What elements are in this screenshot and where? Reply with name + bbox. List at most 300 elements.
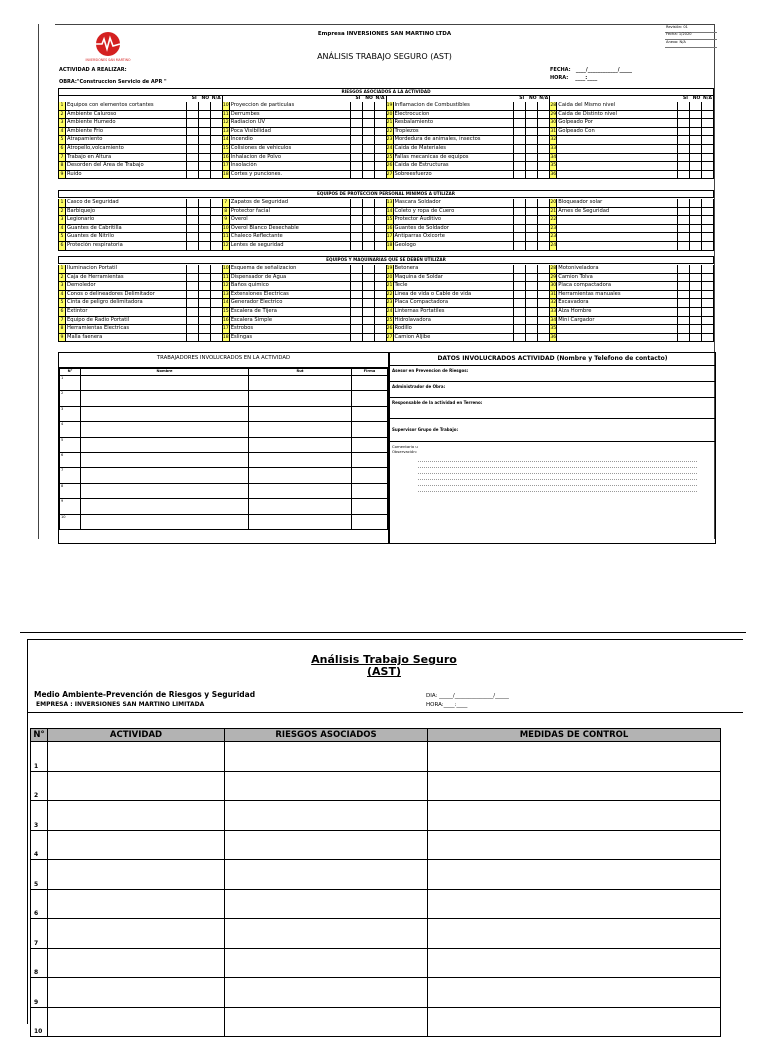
checkbox-na[interactable] xyxy=(374,317,386,325)
checkbox-si[interactable] xyxy=(186,119,198,127)
checkbox-no[interactable] xyxy=(362,199,374,207)
checkbox-no[interactable] xyxy=(689,291,701,299)
checkbox-na[interactable] xyxy=(374,233,386,241)
checkbox-si[interactable] xyxy=(186,299,198,307)
checkbox-no[interactable] xyxy=(362,225,374,233)
checkbox-na[interactable] xyxy=(537,136,549,144)
cell-riesgos[interactable] xyxy=(225,830,428,860)
cell-medidas[interactable] xyxy=(428,919,721,949)
checkbox-na[interactable] xyxy=(537,171,549,179)
checkbox-si[interactable] xyxy=(350,208,362,216)
checkbox-no[interactable] xyxy=(525,136,537,144)
cell-firma[interactable] xyxy=(352,514,388,529)
checkbox-na[interactable] xyxy=(374,334,386,342)
checkbox-no[interactable] xyxy=(689,299,701,307)
checkbox-no[interactable] xyxy=(198,145,210,153)
checkbox-no[interactable] xyxy=(362,111,374,119)
checkbox-na[interactable] xyxy=(537,208,549,216)
checkbox-si[interactable] xyxy=(186,111,198,119)
checkbox-no[interactable] xyxy=(689,154,701,162)
cell-riesgos[interactable] xyxy=(225,771,428,801)
checkbox-no[interactable] xyxy=(689,282,701,290)
checkbox-na[interactable] xyxy=(537,317,549,325)
checkbox-si[interactable] xyxy=(677,208,689,216)
checkbox-si[interactable] xyxy=(350,119,362,127)
checkbox-no[interactable] xyxy=(689,274,701,282)
checkbox-si[interactable] xyxy=(513,119,525,127)
checkbox-na[interactable] xyxy=(701,265,713,273)
checkbox-si[interactable] xyxy=(513,334,525,342)
checkbox-no[interactable] xyxy=(362,162,374,170)
checkbox-na[interactable] xyxy=(210,111,222,119)
checkbox-no[interactable] xyxy=(525,317,537,325)
checkbox-no[interactable] xyxy=(525,282,537,290)
checkbox-na[interactable] xyxy=(374,291,386,299)
checkbox-si[interactable] xyxy=(677,308,689,316)
dia-field[interactable]: DIA: _____/______________/_____ xyxy=(426,693,509,699)
checkbox-no[interactable] xyxy=(525,225,537,233)
checkbox-no[interactable] xyxy=(525,199,537,207)
cell-firma[interactable] xyxy=(352,391,388,406)
checkbox-no[interactable] xyxy=(198,225,210,233)
checkbox-no[interactable] xyxy=(198,136,210,144)
checkbox-na[interactable] xyxy=(374,199,386,207)
checkbox-si[interactable] xyxy=(677,225,689,233)
checkbox-si[interactable] xyxy=(350,282,362,290)
checkbox-na[interactable] xyxy=(210,199,222,207)
checkbox-si[interactable] xyxy=(350,216,362,224)
checkbox-na[interactable] xyxy=(537,233,549,241)
checkbox-na[interactable] xyxy=(374,119,386,127)
cell-riesgos[interactable] xyxy=(225,742,428,772)
checkbox-si[interactable] xyxy=(350,274,362,282)
checkbox-no[interactable] xyxy=(525,128,537,136)
cell-nombre[interactable] xyxy=(81,499,249,514)
checkbox-na[interactable] xyxy=(537,162,549,170)
checkbox-si[interactable] xyxy=(513,265,525,273)
checkbox-na[interactable] xyxy=(537,291,549,299)
checkbox-no[interactable] xyxy=(525,308,537,316)
checkbox-no[interactable] xyxy=(362,171,374,179)
cell-rut[interactable] xyxy=(249,391,352,406)
checkbox-na[interactable] xyxy=(374,145,386,153)
checkbox-na[interactable] xyxy=(537,308,549,316)
cell-firma[interactable] xyxy=(352,483,388,498)
cell-riesgos[interactable] xyxy=(225,919,428,949)
checkbox-si[interactable] xyxy=(677,291,689,299)
checkbox-na[interactable] xyxy=(374,111,386,119)
checkbox-si[interactable] xyxy=(186,216,198,224)
checkbox-na[interactable] xyxy=(537,282,549,290)
cell-firma[interactable] xyxy=(352,468,388,483)
checkbox-na[interactable] xyxy=(210,102,222,110)
checkbox-na[interactable] xyxy=(374,128,386,136)
checkbox-si[interactable] xyxy=(186,171,198,179)
checkbox-na[interactable] xyxy=(701,119,713,127)
checkbox-si[interactable] xyxy=(186,208,198,216)
checkbox-no[interactable] xyxy=(689,102,701,110)
checkbox-na[interactable] xyxy=(701,242,713,250)
checkbox-na[interactable] xyxy=(537,325,549,333)
cell-riesgos[interactable] xyxy=(225,889,428,919)
checkbox-no[interactable] xyxy=(525,265,537,273)
checkbox-na[interactable] xyxy=(537,119,549,127)
checkbox-si[interactable] xyxy=(186,325,198,333)
checkbox-no[interactable] xyxy=(689,145,701,153)
checkbox-no[interactable] xyxy=(362,119,374,127)
cell-riesgos[interactable] xyxy=(225,978,428,1008)
checkbox-no[interactable] xyxy=(198,199,210,207)
checkbox-si[interactable] xyxy=(186,291,198,299)
checkbox-na[interactable] xyxy=(374,136,386,144)
checkbox-si[interactable] xyxy=(513,136,525,144)
checkbox-si[interactable] xyxy=(186,136,198,144)
checkbox-no[interactable] xyxy=(525,325,537,333)
checkbox-si[interactable] xyxy=(677,334,689,342)
checkbox-no[interactable] xyxy=(362,274,374,282)
checkbox-no[interactable] xyxy=(362,233,374,241)
checkbox-si[interactable] xyxy=(677,128,689,136)
checkbox-na[interactable] xyxy=(210,119,222,127)
cell-firma[interactable] xyxy=(352,422,388,437)
checkbox-si[interactable] xyxy=(186,233,198,241)
checkbox-no[interactable] xyxy=(362,299,374,307)
cell-nombre[interactable] xyxy=(81,422,249,437)
cell-rut[interactable] xyxy=(249,406,352,421)
checkbox-no[interactable] xyxy=(689,225,701,233)
checkbox-na[interactable] xyxy=(701,102,713,110)
checkbox-na[interactable] xyxy=(537,299,549,307)
checkbox-na[interactable] xyxy=(210,145,222,153)
checkbox-no[interactable] xyxy=(198,208,210,216)
cell-riesgos[interactable] xyxy=(225,860,428,890)
checkbox-si[interactable] xyxy=(350,299,362,307)
checkbox-na[interactable] xyxy=(374,299,386,307)
checkbox-no[interactable] xyxy=(362,325,374,333)
checkbox-no[interactable] xyxy=(525,102,537,110)
checkbox-si[interactable] xyxy=(350,111,362,119)
checkbox-na[interactable] xyxy=(537,334,549,342)
checkbox-na[interactable] xyxy=(701,145,713,153)
checkbox-na[interactable] xyxy=(374,216,386,224)
checkbox-na[interactable] xyxy=(210,334,222,342)
checkbox-no[interactable] xyxy=(525,119,537,127)
checkbox-na[interactable] xyxy=(374,154,386,162)
checkbox-no[interactable] xyxy=(362,282,374,290)
checkbox-no[interactable] xyxy=(525,171,537,179)
checkbox-si[interactable] xyxy=(186,334,198,342)
checkbox-no[interactable] xyxy=(198,154,210,162)
checkbox-na[interactable] xyxy=(701,216,713,224)
checkbox-na[interactable] xyxy=(701,199,713,207)
checkbox-no[interactable] xyxy=(362,102,374,110)
checkbox-na[interactable] xyxy=(374,308,386,316)
checkbox-si[interactable] xyxy=(186,162,198,170)
checkbox-si[interactable] xyxy=(677,282,689,290)
checkbox-no[interactable] xyxy=(198,265,210,273)
cell-medidas[interactable] xyxy=(428,1007,721,1037)
checkbox-si[interactable] xyxy=(186,145,198,153)
cell-actividad[interactable] xyxy=(48,860,225,890)
checkbox-na[interactable] xyxy=(374,274,386,282)
checkbox-si[interactable] xyxy=(350,171,362,179)
checkbox-si[interactable] xyxy=(186,308,198,316)
checkbox-na[interactable] xyxy=(374,208,386,216)
checkbox-si[interactable] xyxy=(677,265,689,273)
checkbox-no[interactable] xyxy=(689,171,701,179)
checkbox-na[interactable] xyxy=(210,282,222,290)
checkbox-no[interactable] xyxy=(689,317,701,325)
checkbox-si[interactable] xyxy=(350,128,362,136)
checkbox-si[interactable] xyxy=(186,282,198,290)
checkbox-na[interactable] xyxy=(701,154,713,162)
checkbox-si[interactable] xyxy=(350,233,362,241)
checkbox-no[interactable] xyxy=(525,162,537,170)
checkbox-si[interactable] xyxy=(186,317,198,325)
checkbox-si[interactable] xyxy=(513,299,525,307)
checkbox-si[interactable] xyxy=(186,154,198,162)
checkbox-na[interactable] xyxy=(537,145,549,153)
checkbox-no[interactable] xyxy=(198,119,210,127)
checkbox-no[interactable] xyxy=(198,242,210,250)
checkbox-si[interactable] xyxy=(350,265,362,273)
checkbox-na[interactable] xyxy=(210,225,222,233)
cell-nombre[interactable] xyxy=(81,468,249,483)
cell-firma[interactable] xyxy=(352,406,388,421)
checkbox-na[interactable] xyxy=(701,128,713,136)
checkbox-na[interactable] xyxy=(701,282,713,290)
cell-actividad[interactable] xyxy=(48,919,225,949)
checkbox-no[interactable] xyxy=(198,171,210,179)
checkbox-na[interactable] xyxy=(537,128,549,136)
checkbox-no[interactable] xyxy=(362,291,374,299)
cell-rut[interactable] xyxy=(249,499,352,514)
checkbox-no[interactable] xyxy=(689,111,701,119)
checkbox-no[interactable] xyxy=(198,274,210,282)
cell-rut[interactable] xyxy=(249,468,352,483)
checkbox-na[interactable] xyxy=(701,325,713,333)
checkbox-no[interactable] xyxy=(689,334,701,342)
checkbox-no[interactable] xyxy=(198,162,210,170)
checkbox-na[interactable] xyxy=(210,325,222,333)
cell-rut[interactable] xyxy=(249,452,352,467)
datos-asesor[interactable]: Asesor en Prevencion de Riesgos: xyxy=(390,366,715,382)
checkbox-na[interactable] xyxy=(374,265,386,273)
checkbox-no[interactable] xyxy=(525,111,537,119)
checkbox-si[interactable] xyxy=(350,102,362,110)
cell-riesgos[interactable] xyxy=(225,948,428,978)
checkbox-no[interactable] xyxy=(689,325,701,333)
checkbox-na[interactable] xyxy=(701,308,713,316)
cell-actividad[interactable] xyxy=(48,830,225,860)
checkbox-no[interactable] xyxy=(689,308,701,316)
checkbox-si[interactable] xyxy=(677,162,689,170)
cell-medidas[interactable] xyxy=(428,771,721,801)
cell-nombre[interactable] xyxy=(81,514,249,529)
cell-nombre[interactable] xyxy=(81,376,249,391)
cell-medidas[interactable] xyxy=(428,948,721,978)
checkbox-no[interactable] xyxy=(525,242,537,250)
checkbox-si[interactable] xyxy=(186,199,198,207)
checkbox-si[interactable] xyxy=(350,334,362,342)
checkbox-no[interactable] xyxy=(362,265,374,273)
cell-nombre[interactable] xyxy=(81,406,249,421)
cell-medidas[interactable] xyxy=(428,742,721,772)
checkbox-na[interactable] xyxy=(210,299,222,307)
checkbox-si[interactable] xyxy=(513,225,525,233)
checkbox-si[interactable] xyxy=(677,199,689,207)
checkbox-si[interactable] xyxy=(677,242,689,250)
checkbox-si[interactable] xyxy=(677,171,689,179)
checkbox-no[interactable] xyxy=(525,334,537,342)
checkbox-na[interactable] xyxy=(210,162,222,170)
checkbox-si[interactable] xyxy=(677,145,689,153)
checkbox-si[interactable] xyxy=(513,282,525,290)
checkbox-no[interactable] xyxy=(198,291,210,299)
checkbox-si[interactable] xyxy=(677,274,689,282)
checkbox-na[interactable] xyxy=(537,102,549,110)
checkbox-na[interactable] xyxy=(210,128,222,136)
cell-medidas[interactable] xyxy=(428,830,721,860)
checkbox-no[interactable] xyxy=(198,334,210,342)
checkbox-na[interactable] xyxy=(701,225,713,233)
checkbox-na[interactable] xyxy=(701,274,713,282)
cell-nombre[interactable] xyxy=(81,437,249,452)
cell-nombre[interactable] xyxy=(81,391,249,406)
checkbox-si[interactable] xyxy=(513,291,525,299)
checkbox-si[interactable] xyxy=(513,128,525,136)
checkbox-no[interactable] xyxy=(198,233,210,241)
cell-rut[interactable] xyxy=(249,483,352,498)
checkbox-no[interactable] xyxy=(689,216,701,224)
checkbox-na[interactable] xyxy=(537,225,549,233)
cell-actividad[interactable] xyxy=(48,1007,225,1037)
checkbox-no[interactable] xyxy=(362,317,374,325)
checkbox-si[interactable] xyxy=(513,111,525,119)
cell-riesgos[interactable] xyxy=(225,801,428,831)
checkbox-na[interactable] xyxy=(374,282,386,290)
checkbox-si[interactable] xyxy=(350,325,362,333)
hora-field-2[interactable]: HORA:____:____ xyxy=(426,702,468,708)
checkbox-no[interactable] xyxy=(689,128,701,136)
checkbox-na[interactable] xyxy=(210,242,222,250)
checkbox-si[interactable] xyxy=(513,308,525,316)
checkbox-no[interactable] xyxy=(525,291,537,299)
checkbox-na[interactable] xyxy=(374,102,386,110)
comentario-area[interactable] xyxy=(390,458,715,492)
cell-firma[interactable] xyxy=(352,376,388,391)
checkbox-si[interactable] xyxy=(350,242,362,250)
checkbox-na[interactable] xyxy=(210,265,222,273)
checkbox-no[interactable] xyxy=(689,265,701,273)
checkbox-si[interactable] xyxy=(677,233,689,241)
checkbox-no[interactable] xyxy=(198,282,210,290)
checkbox-na[interactable] xyxy=(537,199,549,207)
checkbox-si[interactable] xyxy=(513,233,525,241)
checkbox-no[interactable] xyxy=(198,325,210,333)
checkbox-si[interactable] xyxy=(350,291,362,299)
checkbox-na[interactable] xyxy=(210,171,222,179)
checkbox-no[interactable] xyxy=(689,233,701,241)
checkbox-si[interactable] xyxy=(677,317,689,325)
checkbox-si[interactable] xyxy=(186,242,198,250)
checkbox-na[interactable] xyxy=(374,171,386,179)
checkbox-no[interactable] xyxy=(362,136,374,144)
checkbox-no[interactable] xyxy=(689,199,701,207)
cell-actividad[interactable] xyxy=(48,978,225,1008)
checkbox-no[interactable] xyxy=(198,317,210,325)
checkbox-no[interactable] xyxy=(525,233,537,241)
checkbox-no[interactable] xyxy=(362,128,374,136)
checkbox-na[interactable] xyxy=(537,216,549,224)
checkbox-na[interactable] xyxy=(374,162,386,170)
checkbox-si[interactable] xyxy=(513,208,525,216)
cell-firma[interactable] xyxy=(352,437,388,452)
checkbox-no[interactable] xyxy=(362,242,374,250)
checkbox-si[interactable] xyxy=(513,274,525,282)
cell-rut[interactable] xyxy=(249,422,352,437)
checkbox-si[interactable] xyxy=(513,145,525,153)
checkbox-na[interactable] xyxy=(701,233,713,241)
checkbox-si[interactable] xyxy=(186,102,198,110)
checkbox-na[interactable] xyxy=(701,171,713,179)
cell-actividad[interactable] xyxy=(48,948,225,978)
checkbox-na[interactable] xyxy=(210,274,222,282)
cell-firma[interactable] xyxy=(352,452,388,467)
checkbox-si[interactable] xyxy=(677,216,689,224)
checkbox-na[interactable] xyxy=(210,233,222,241)
checkbox-na[interactable] xyxy=(537,111,549,119)
checkbox-no[interactable] xyxy=(362,334,374,342)
checkbox-na[interactable] xyxy=(701,136,713,144)
checkbox-no[interactable] xyxy=(198,216,210,224)
checkbox-si[interactable] xyxy=(350,145,362,153)
cell-medidas[interactable] xyxy=(428,801,721,831)
checkbox-na[interactable] xyxy=(537,265,549,273)
cell-rut[interactable] xyxy=(249,376,352,391)
checkbox-na[interactable] xyxy=(537,242,549,250)
checkbox-si[interactable] xyxy=(513,317,525,325)
cell-firma[interactable] xyxy=(352,499,388,514)
checkbox-si[interactable] xyxy=(513,154,525,162)
cell-actividad[interactable] xyxy=(48,742,225,772)
checkbox-no[interactable] xyxy=(362,216,374,224)
cell-rut[interactable] xyxy=(249,514,352,529)
checkbox-no[interactable] xyxy=(525,145,537,153)
checkbox-na[interactable] xyxy=(537,274,549,282)
checkbox-si[interactable] xyxy=(186,128,198,136)
checkbox-no[interactable] xyxy=(198,102,210,110)
checkbox-si[interactable] xyxy=(350,308,362,316)
checkbox-no[interactable] xyxy=(525,154,537,162)
checkbox-na[interactable] xyxy=(701,162,713,170)
datos-supervisor[interactable]: Supervisor Grupo de Trabajo: xyxy=(390,419,715,442)
checkbox-no[interactable] xyxy=(362,308,374,316)
checkbox-na[interactable] xyxy=(210,154,222,162)
checkbox-si[interactable] xyxy=(677,136,689,144)
fecha-field[interactable] xyxy=(550,67,632,73)
checkbox-si[interactable] xyxy=(350,136,362,144)
checkbox-no[interactable] xyxy=(362,154,374,162)
checkbox-na[interactable] xyxy=(701,291,713,299)
cell-actividad[interactable] xyxy=(48,771,225,801)
cell-medidas[interactable] xyxy=(428,860,721,890)
datos-administrador[interactable]: Administrador de Obra: xyxy=(390,382,715,398)
checkbox-na[interactable] xyxy=(701,299,713,307)
checkbox-na[interactable] xyxy=(701,111,713,119)
checkbox-no[interactable] xyxy=(689,242,701,250)
checkbox-si[interactable] xyxy=(186,274,198,282)
